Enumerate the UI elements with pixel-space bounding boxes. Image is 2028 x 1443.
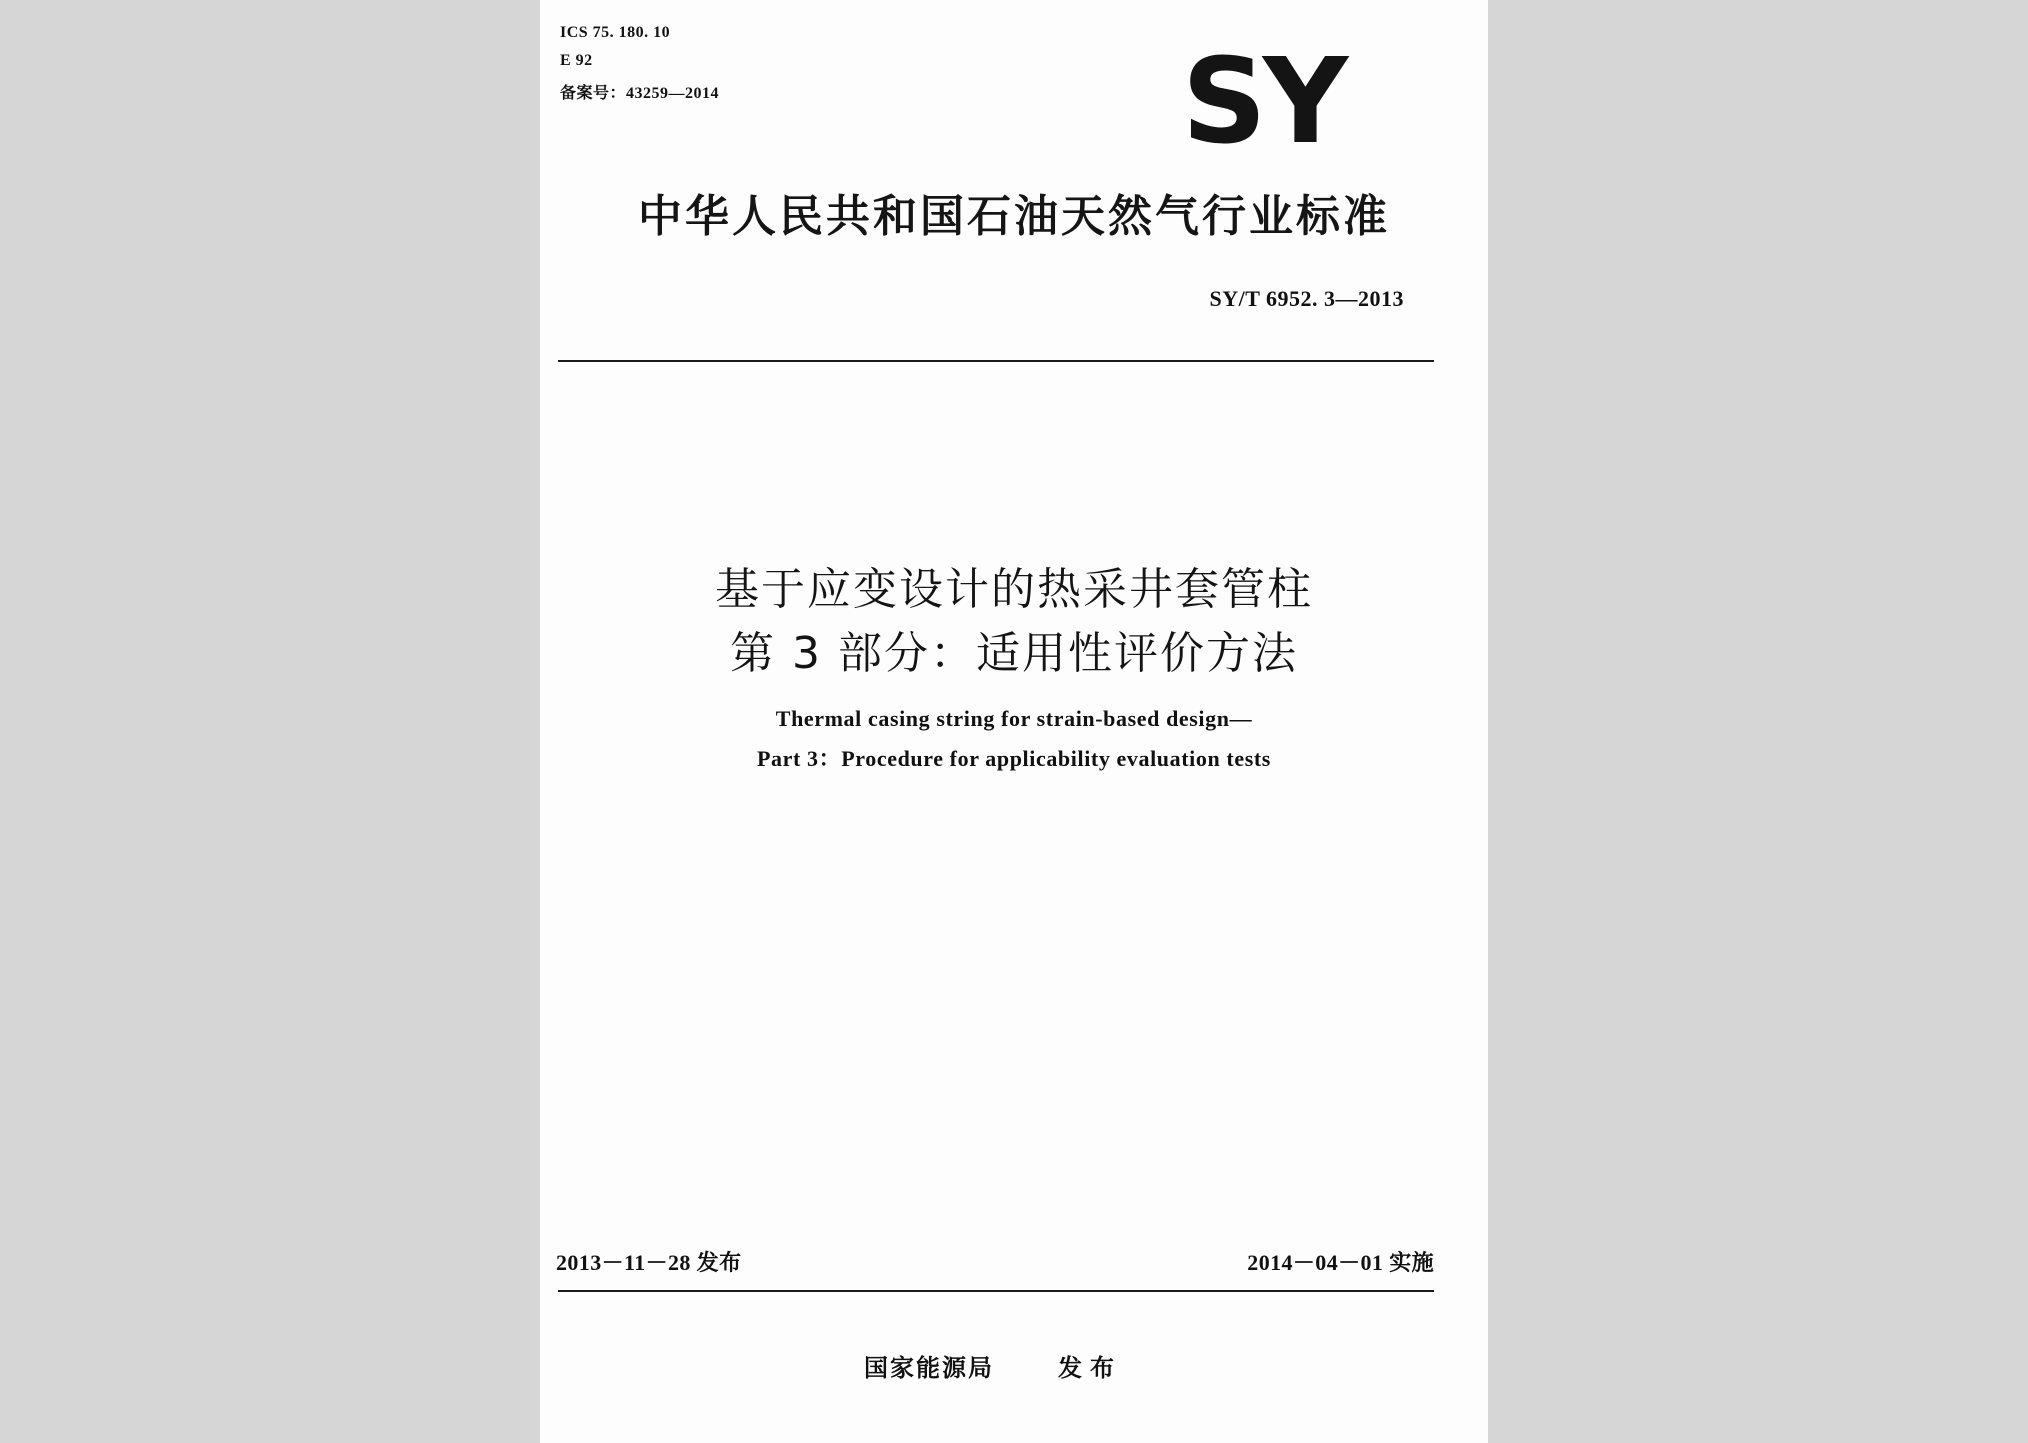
issuing-authority: 国家能源局 <box>864 1354 994 1382</box>
standard-code: SY/T 6952. 3—2013 <box>1209 286 1404 311</box>
en-title-line1: Thermal casing string for strain-based design— <box>775 706 1253 731</box>
ccs-code: E 92 <box>560 52 593 69</box>
sy-logo <box>1172 50 1354 150</box>
footer-divider <box>558 1290 1434 1292</box>
filing-number: 备案号：43259—2014 <box>560 85 720 102</box>
header-divider <box>558 360 1434 362</box>
issue-date: 2013－11－28 发布 <box>556 1250 742 1275</box>
standard-category-title: 中华人民共和国石油天然气行业标准 <box>638 191 1390 242</box>
sy-logo-text: SY <box>1181 50 1345 150</box>
cn-title-line1: 基于应变设计的热采井套管柱 <box>715 564 1313 615</box>
effective-date: 2014－04－01 实施 <box>1247 1250 1434 1275</box>
ics-code: ICS 75. 180. 10 <box>560 24 671 41</box>
document-page <box>540 0 1488 1443</box>
en-title-line2: Part 3：Procedure for applicability evaluation tests <box>757 746 1271 771</box>
issuing-label: 发布 <box>1058 1354 1122 1382</box>
cn-title-line2: 第 3 部分：适用性评价方法 <box>730 628 1298 679</box>
